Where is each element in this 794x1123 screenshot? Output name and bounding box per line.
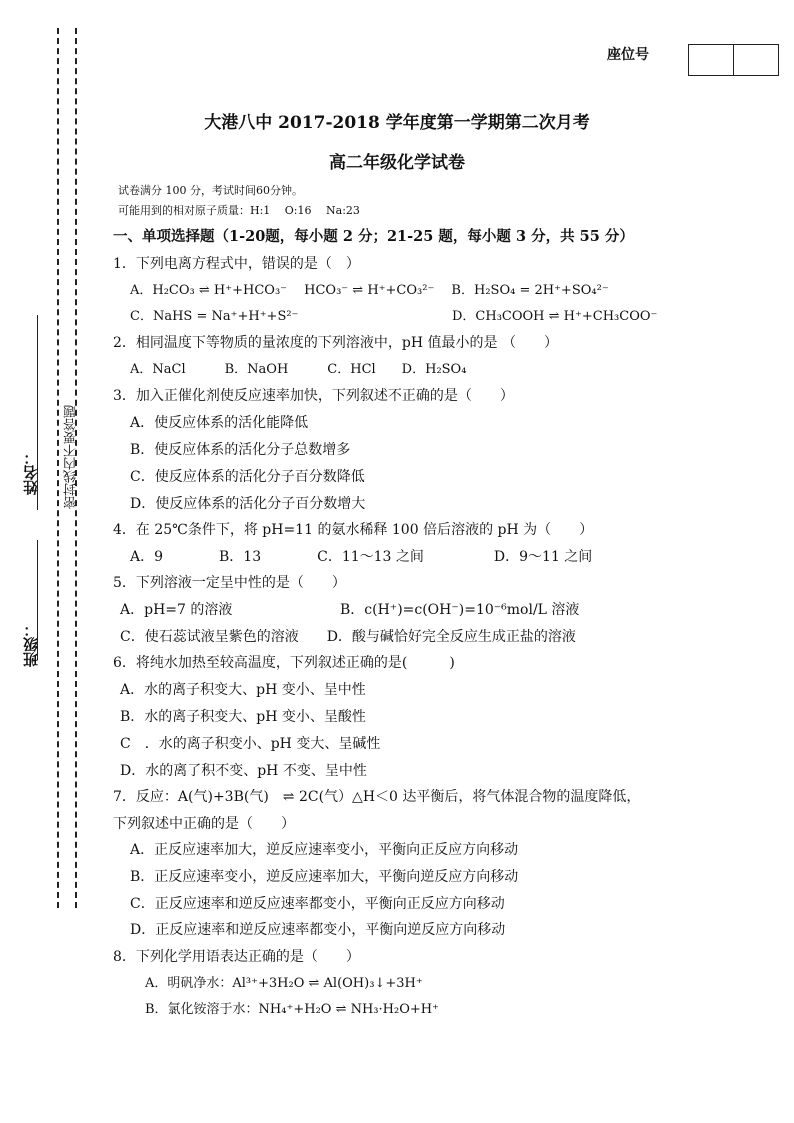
q4-stem: 4．在 25℃条件下，将 pH=11 的氨水稀释 100 倍后溶液的 pH 为（ ） [113,522,594,538]
exam-subtitle: 高二年级化学试卷 [329,153,465,173]
q6-option-d: D．水的离了积不变、pH 不变、呈中性 [120,763,367,779]
seat-label: 座位号 [607,47,649,63]
q7-stem-1: 7．反应：A(气)+3B(气) ⇌ 2C(气）△H＜0 达平衡后，将气体混合物的温度降低， [113,789,641,805]
name-label: 姓名： [22,450,40,495]
q7-option-c: C．正反应速率和逆反应速率都变小，平衡向正反应方向移动 [130,896,505,912]
class-underline [37,540,38,660]
q1-option-d: D．CH₃COOH ⇌ H⁺+CH₃COO⁻ [452,309,658,324]
q3-option-d: D．使反应体系的活化分子百分数增大 [130,496,366,512]
q6-option-a: A．水的离子积变大、pH 变小、呈中性 [120,682,366,698]
q5-option-cd: C．使石蕊试液呈紫色的溶液 D．酸与碱恰好完全反应生成正盐的溶液 [120,629,576,645]
q5-option-a: A．pH=7 的溶液 [120,602,233,618]
q7-option-a: A．正反应速率加大，逆反应速率变小，平衡向正反应方向移动 [130,842,519,858]
q3-option-c: C．使反应体系的活化分子百分数降低 [130,469,365,485]
section-heading: 一、单项选择题（1-20题，每小题 2 分；21-25 题，每小题 3 分，共 55 分） [113,228,634,245]
q7-option-d: D．正反应速率和逆反应速率都变小，平衡向逆反应方向移动 [130,922,506,938]
q2-options: A．NaCl B．NaOH C．HCl D．H₂SO₄ [130,362,467,377]
q5-option-b: B．c(H⁺)=c(OH⁻)=10⁻⁶mol/L 溶液 [340,602,580,618]
q7-option-b: B．正反应速率变小，逆反应速率加大，平衡向逆反应方向移动 [130,869,519,885]
class-label: 班级： [22,622,40,667]
q6-option-b: B．水的离子积变大、pH 变小、呈酸性 [120,709,366,725]
seat-box-1[interactable] [688,44,734,76]
q6-stem: 6．将纯水加热至较高温度，下列叙述正确的是( ) [113,655,455,671]
q3-option-b: B．使反应体系的活化分子总数增多 [130,442,351,458]
q2-stem: 2．相同温度下等物质的量浓度的下列溶液中，pH 值最小的是 （ ） [113,335,558,351]
q3-option-a: A．使反应体系的活化能降低 [130,415,309,431]
q8-stem: 8．下列化学用语表达正确的是（ ） [113,949,360,965]
q8-option-a: A．明矾净水：Al³⁺+3H₂O ⇌ Al(OH)₃↓+3H⁺ [145,976,423,991]
q3-stem: 3．加入正催化剂使反应速率加快，下列叙述不正确的是（ ） [113,388,514,404]
q1-stem: 1．下列电离方程式中，错误的是（ ） [113,256,360,272]
exam-info-1: 试卷满分 100 分，考试时间60分钟。 [118,184,303,197]
exam-title: 大港八中 2017-2018 学年度第一学期第二次月考 [204,113,590,133]
q1-option-c: C．NaHS = Na⁺+H⁺+S²⁻ [130,309,299,324]
q8-option-b: B．氯化铵溶于水：NH₄⁺+H₂O ⇌ NH₃·H₂O+H⁺ [145,1002,439,1017]
seat-box-2[interactable] [733,44,779,76]
q1-option-ab: A．H₂CO₃ ⇌ H⁺+HCO₃⁻ HCO₃⁻ ⇌ H⁺+CO₃²⁻ B．H₂SO₄ = 2H⁺+SO₄²⁻ [130,283,609,298]
q6-option-c: C ．水的离子积变小、pH 变大、呈碱性 [120,736,381,752]
q5-stem: 5．下列溶液一定呈中性的是（ ） [113,575,346,591]
seal-note: 密封线内不要答题 [64,405,79,509]
exam-info-2: 可能用到的相对原子质量：H:1 O:16 Na:23 [118,204,360,217]
q4-options: A．9 B．13 C．11～13 之间 D．9～11 之间 [130,549,593,565]
q7-stem-2: 下列叙述中正确的是（ ） [113,816,295,832]
name-underline [37,315,38,510]
